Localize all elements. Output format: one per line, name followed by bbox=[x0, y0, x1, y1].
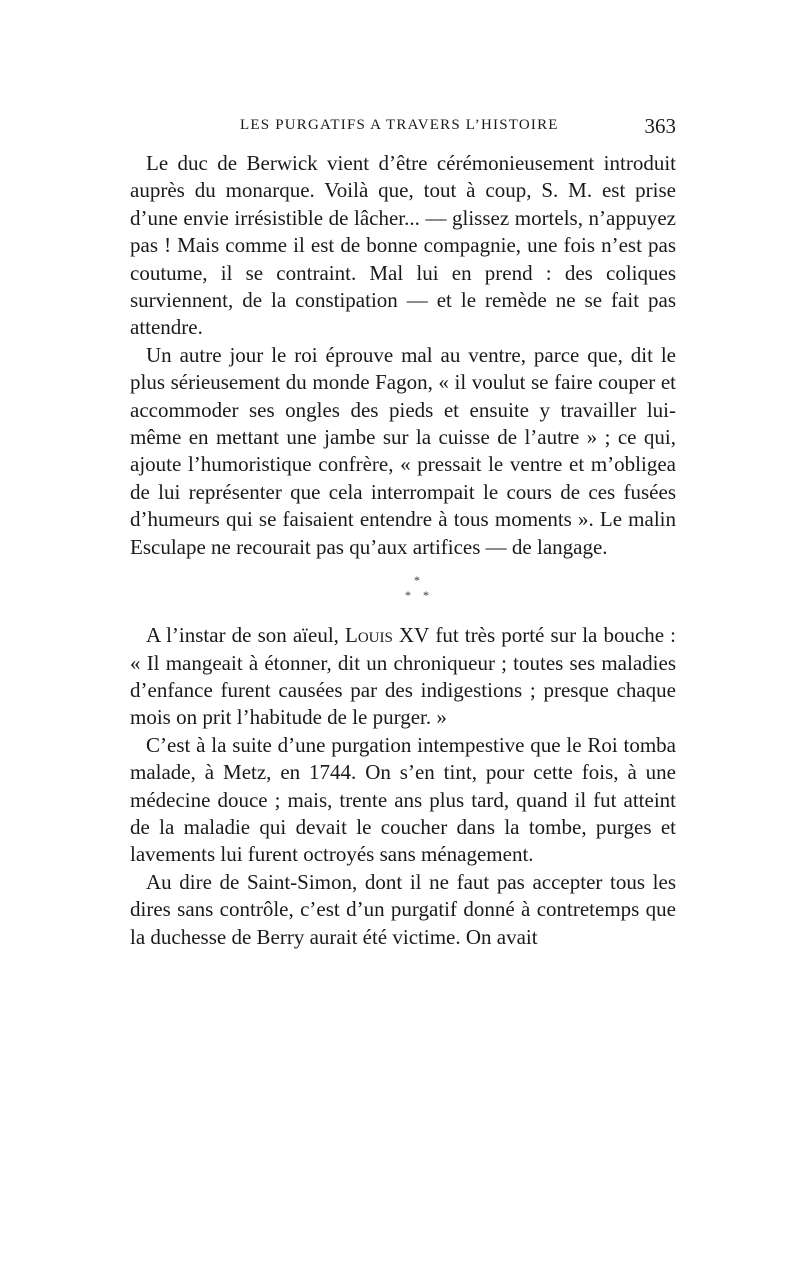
asterism-star-icon: * bbox=[414, 573, 420, 588]
asterism-star-icon: * bbox=[423, 588, 429, 603]
paragraph-saint-simon: Au dire de Saint-Simon, dont il ne faut pas accepter tous les dires sans contrôle, c’est d’un purgatif donné à contretemps que la duchesse de Berry aurait été victime. On avait bbox=[130, 869, 676, 949]
paragraph-louis-xv-lead: A l’instar de son aïeul, bbox=[146, 623, 346, 648]
running-title: LES PURGATIFS A TRAVERS L’HISTOIRE bbox=[240, 117, 559, 133]
paragraph-berwick: Le duc de Berwick vient d’être cérémonieusement introduit auprès du monarque. Voilà que, tout à coup, S. M. est prise d’une envie irrésistible de lâcher... — glissez mortels, n’appuyez pas ! Mais comme il est de bonne compagnie, une fois n’est pas coutume, il se contraint. Mal lui en prend : des coliques surviennent, de la constipation — et le remède ne se fait pas attendre. bbox=[130, 151, 676, 340]
king-name: Louis XV bbox=[345, 623, 430, 648]
paragraph-fagon: Un autre jour le roi éprouve mal au ventre, parce que, dit le plus sérieusement du monde Fagon, « il voulut se faire couper et accommoder ses ongles des pieds et ensuite y travailler lui-même en mettant une jambe sur la cuisse de l’autre » ; ce qui, ajoute l’humoristique confrère, « pressait le ventre et m’obligea de lui représenter que cela interrompait le cours de ces fusées d’humeurs qui se faisaient entendre à tous moments ». Le malin Esculape ne recourait pas qu’aux artifices — de langage. bbox=[130, 342, 676, 559]
page-number: 363 bbox=[644, 114, 676, 138]
paragraph-louis-xv-rest: fut très porté sur la bouche : « Il mangeait à étonner, dit un chroniqueur ; toutes ses maladies d’enfance furent causées par des indigestions ; presque chaque mois on prit l’habitude de le purger. » bbox=[130, 623, 677, 730]
running-head bbox=[130, 114, 676, 142]
asterism-star-icon: * bbox=[405, 588, 411, 603]
paragraph-louis-xv bbox=[130, 622, 676, 732]
section-break-asterism bbox=[130, 570, 676, 616]
body-text bbox=[130, 150, 676, 951]
paragraph-metz: C’est à la suite d’une purgation intempestive que le Roi tomba malade, à Metz, en 1744. On s’en tint, pour cette fois, à une médecine douce ; mais, trente ans plus tard, quand il fut atteint de la maladie qui devait le coucher dans la tombe, purges et lavements lui furent octroyés sans ménagement. bbox=[130, 732, 676, 867]
